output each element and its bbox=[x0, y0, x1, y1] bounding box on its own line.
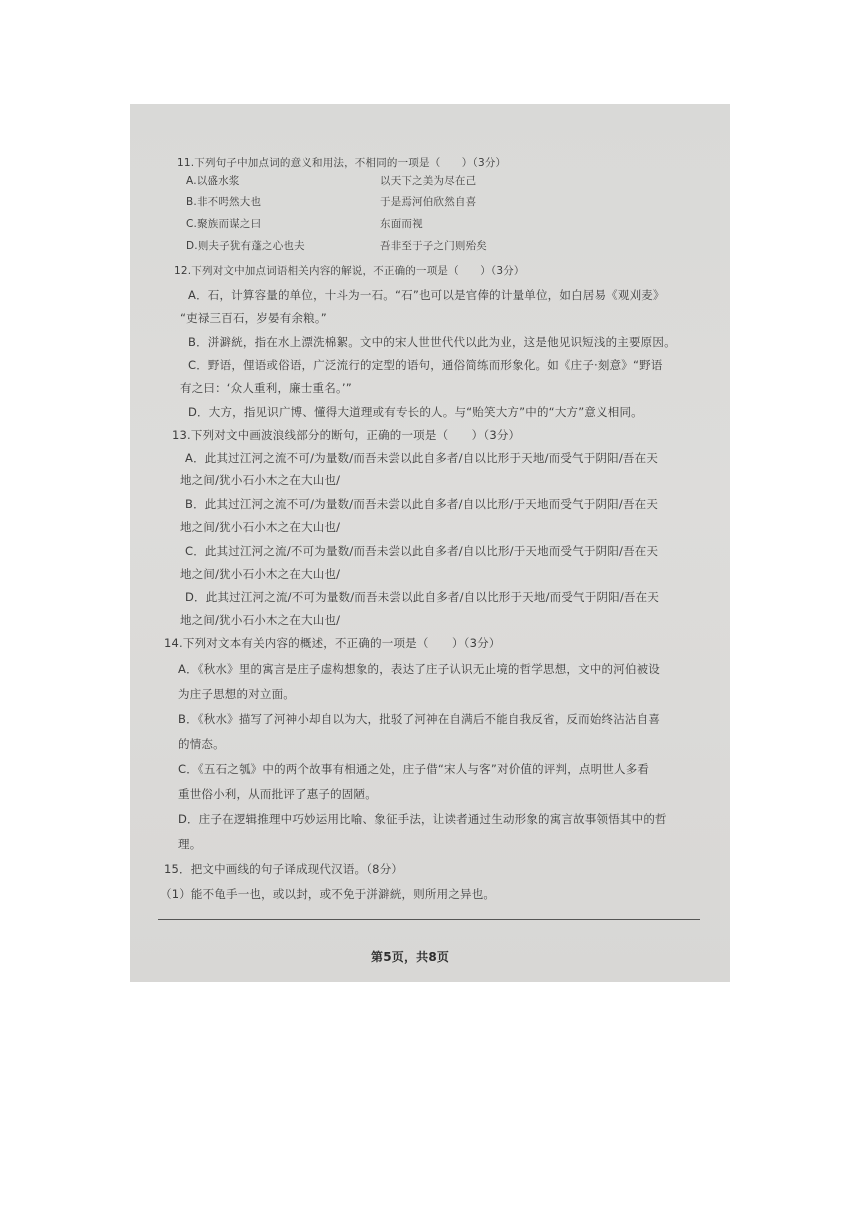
text-line: 为庄子思想的对立面。 bbox=[178, 687, 295, 701]
text-line: 13.下列对文中画波浪线部分的断句，正确的一项是（ ）（3分） bbox=[172, 428, 521, 442]
text-line: 地之间/犹小石小木之在大山也/ bbox=[180, 613, 341, 627]
text-line: 以天下之美为尽在己 bbox=[380, 175, 477, 187]
text-line: 于是焉河伯欣然自喜 bbox=[380, 196, 477, 208]
answer-line bbox=[158, 919, 700, 920]
text-line: D．大方，指见识广博、懂得大道理或有专长的人。与“贻笑大方”中的“大方”意义相同。 bbox=[188, 405, 643, 419]
text-line: A．《秋水》里的寓言是庄子虚构想象的，表达了庄子认识无止境的哲学思想，文中的河伯被设 bbox=[178, 662, 661, 676]
text-line: 15．把文中画线的句子译成现代汉语。（8分） bbox=[164, 862, 404, 876]
text-line: 有之曰：‘众人重利，廉士重名。’” bbox=[180, 381, 352, 395]
text-line: 12.下列对文中加点词语相关内容的解说，不正确的一项是（ ）（3分） bbox=[174, 265, 525, 277]
text-line: B．此其过江河之流不可/为量数/而吾未尝以此自多者/自以比形/于天地而受气于阴阳/吾在天 bbox=[185, 497, 659, 511]
text-line: C．此其过江河之流/不可为量数/而吾未尝以此自多者/自以比形/于天地而受气于阴阳/吾在天 bbox=[185, 544, 659, 558]
text-line: A．此其过江河之流不可/为量数/而吾未尝以此自多者/自以比形于天地/而受气于阴阳/吾在天 bbox=[185, 451, 659, 465]
text-line: 11.下列句子中加点词的意义和用法，不相同的一项是（ ）（3分） bbox=[177, 157, 507, 169]
text-line: 东面而视 bbox=[380, 218, 423, 230]
text-line: C.聚族而谋之曰 bbox=[186, 218, 262, 230]
text-line: 重世俗小利，从而批评了惠子的固陋。 bbox=[178, 787, 377, 801]
text-line: 理。 bbox=[178, 837, 202, 851]
text-line: C．野语，俚语或俗语，广泛流行的定型的语句，通俗简练而形象化。如《庄子·刻意》“野语 bbox=[188, 358, 663, 372]
text-line: 地之间/犹小石小木之在大山也/ bbox=[180, 567, 341, 581]
text-line: B．洴澼絖，指在水上漂洗棉絮。文中的宋人世世代代以此为业，这是他见识短浅的主要原因。 bbox=[188, 335, 676, 349]
text-line: B．《秋水》描写了河神小却自以为大，批驳了河神在自满后不能自我反省，反而始终沾沾自喜 bbox=[178, 712, 661, 726]
text-line: 14.下列对文本有关内容的概述，不正确的一项是（ ）（3分） bbox=[164, 636, 501, 650]
text-line: （1）能不龟手一也，或以封，或不免于洴澼絖，则所用之异也。 bbox=[160, 887, 496, 901]
text-line: A．石，计算容量的单位，十斗为一石。“石”也可以是官俸的计量单位，如白居易《观刈麦》 bbox=[188, 288, 665, 302]
text-line: D.则夫子犹有蓬之心也夫 bbox=[186, 240, 305, 252]
text-line: 地之间/犹小石小木之在大山也/ bbox=[180, 520, 341, 534]
text-line: B.非不呺然大也 bbox=[186, 196, 262, 208]
text-line: 的情态。 bbox=[178, 737, 225, 751]
scanned-exam-page bbox=[130, 104, 730, 982]
text-line: 吾非至于子之门则殆矣 bbox=[380, 240, 487, 252]
text-line: A.以盛水浆 bbox=[186, 175, 240, 187]
text-line: D．庄子在逻辑推理中巧妙运用比喻、象征手法，让读者通过生动形象的寓言故事领悟其中的哲 bbox=[178, 812, 667, 826]
text-line: “吏禄三百石，岁晏有余粮。” bbox=[180, 311, 327, 325]
text-line: C．《五石之瓠》中的两个故事有相通之处，庄子借“宋人与客”对价值的评判，点明世人多看 bbox=[178, 762, 650, 776]
text-line: D．此其过江河之流/不可为量数/而吾未尝以此自多者/自以比形于天地/而受气于阴阳/吾在天 bbox=[185, 590, 660, 604]
text-line: 地之间/犹小石小木之在大山也/ bbox=[180, 473, 341, 487]
page-number-footer: 第5页，共8页 bbox=[371, 950, 450, 964]
